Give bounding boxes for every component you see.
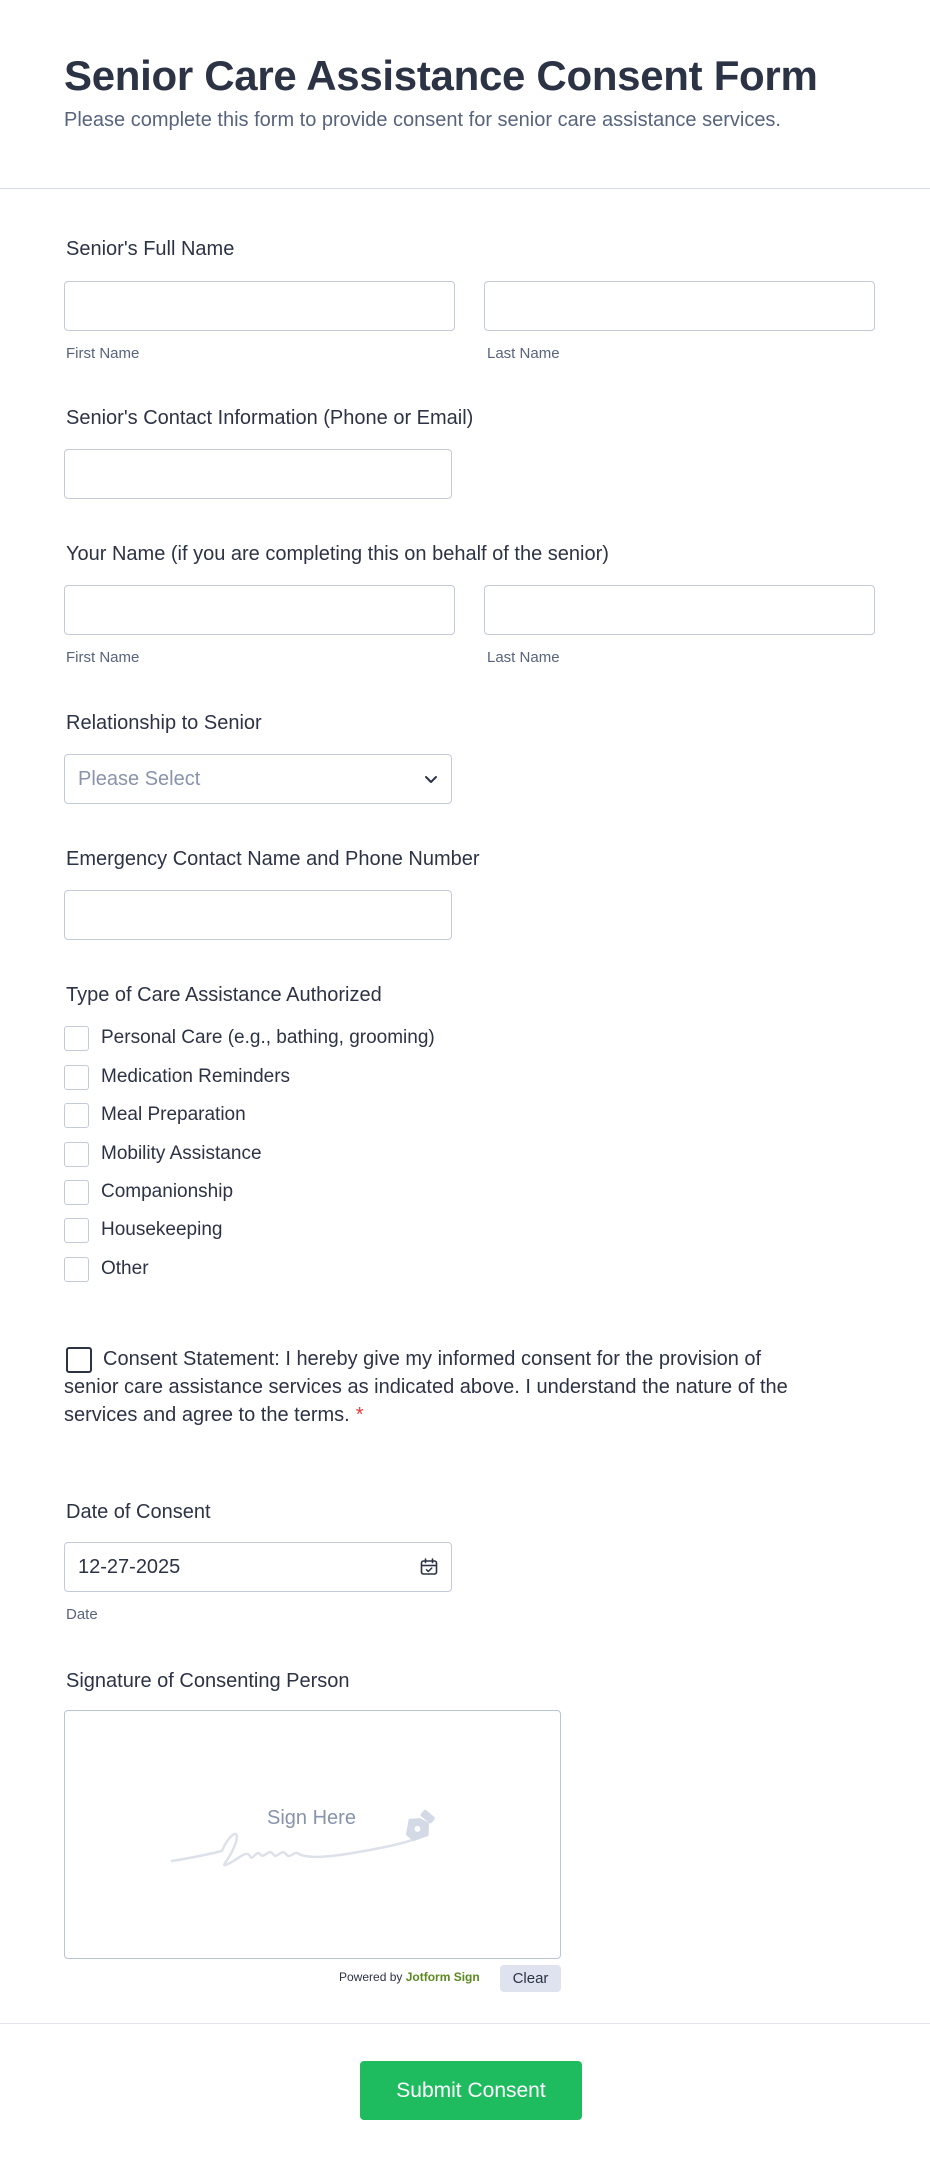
date-sublabel: Date <box>66 1606 98 1623</box>
checkbox[interactable] <box>64 1065 89 1090</box>
form-subtitle: Please complete this form to provide consent for senior care assistance services. <box>64 109 781 131</box>
sign-here-hint: Sign Here <box>267 1807 356 1829</box>
checkbox-label: Medication Reminders <box>101 1066 291 1087</box>
relationship-select[interactable] <box>64 754 452 804</box>
your-first-name-input[interactable] <box>64 585 455 635</box>
signature-pad[interactable] <box>64 1710 561 1959</box>
checkbox[interactable] <box>64 1257 89 1282</box>
required-asterisk: * <box>355 1404 364 1426</box>
emergency-contact-input[interactable] <box>64 890 452 940</box>
your-name-label: Your Name (if you are completing this on behalf of the senior) <box>66 543 609 565</box>
your-last-name-input[interactable] <box>484 585 875 635</box>
senior-first-name-input[interactable] <box>64 281 455 331</box>
your-first-name-sublabel: First Name <box>66 649 140 666</box>
checkbox-label: Companionship <box>101 1181 234 1202</box>
signature-label: Signature of Consenting Person <box>66 1670 350 1692</box>
relationship-label: Relationship to Senior <box>66 712 262 734</box>
submit-button[interactable]: Submit Consent <box>360 2061 582 2120</box>
senior-contact-label: Senior's Contact Information (Phone or Email) <box>66 407 474 429</box>
senior-last-name-sublabel: Last Name <box>487 345 560 362</box>
care-types-label: Type of Care Assistance Authorized <box>66 984 382 1006</box>
chevron-down-icon <box>423 771 439 787</box>
checkbox-label: Meal Preparation <box>101 1104 246 1125</box>
senior-first-name-sublabel: First Name <box>66 345 140 362</box>
consent-statement-text: Consent Statement: I hereby give my informed consent for the provision of senior care assistance services as indicated above. I understand the nature of the services and agree to the terms. <box>64 1348 788 1426</box>
checkbox-label: Other <box>101 1258 149 1279</box>
checkbox[interactable] <box>64 1218 89 1243</box>
checkbox[interactable] <box>64 1142 89 1167</box>
date-of-consent-input[interactable] <box>64 1542 452 1592</box>
clear-signature-button[interactable]: Clear <box>500 1965 561 1992</box>
senior-contact-input[interactable] <box>64 449 452 499</box>
checkbox[interactable] <box>64 1103 89 1128</box>
date-value: 12-27-2025 <box>78 1556 181 1578</box>
consent-checkbox[interactable] <box>66 1347 92 1373</box>
date-of-consent-label: Date of Consent <box>66 1501 211 1523</box>
powered-by-text <box>339 1970 480 1984</box>
emergency-contact-label: Emergency Contact Name and Phone Number <box>66 848 480 870</box>
relationship-selected-value: Please Select <box>78 768 201 790</box>
powered-by-prefix: Powered by <box>339 1970 403 1984</box>
checkbox-label: Housekeeping <box>101 1219 223 1240</box>
divider <box>0 2023 930 2024</box>
senior-name-label: Senior's Full Name <box>66 238 235 260</box>
checkbox-label: Mobility Assistance <box>101 1143 262 1164</box>
checkbox[interactable] <box>64 1026 89 1051</box>
jotform-sign-brand: Jotform Sign <box>405 1970 480 1984</box>
form-title: Senior Care Assistance Consent Form <box>64 52 818 99</box>
calendar-icon[interactable] <box>419 1557 439 1577</box>
checkbox[interactable] <box>64 1180 89 1205</box>
consent-statement <box>64 1345 794 1429</box>
your-last-name-sublabel: Last Name <box>487 649 560 666</box>
senior-last-name-input[interactable] <box>484 281 875 331</box>
checkbox-label: Personal Care (e.g., bathing, grooming) <box>101 1027 435 1048</box>
form-header <box>0 0 930 189</box>
